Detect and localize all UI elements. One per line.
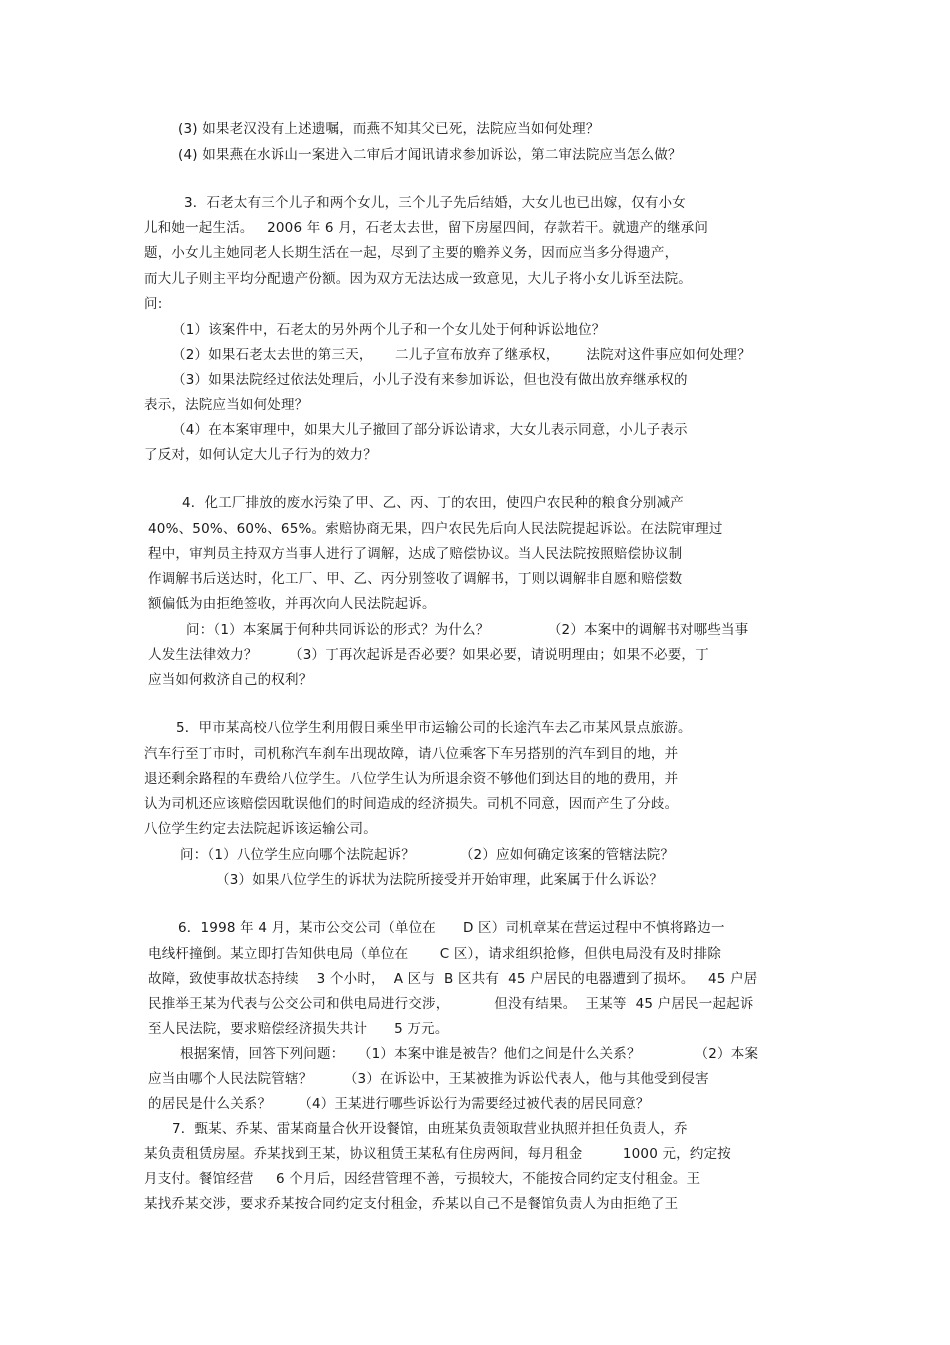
- text-line: (4) 如果燕在水诉山一案进入二审后才闻讯请求参加诉讼，第二审法院应当怎么做？: [178, 147, 682, 163]
- text-line: （4）在本案审理中，如果大儿子撤回了部分诉讼请求，大女儿表示同意，小儿子表示: [172, 422, 688, 438]
- text-line: 5．甲市某高校八位学生利用假日乘坐甲市运输公司的长途汽车去乙市某风景点旅游。: [176, 720, 692, 736]
- text-line: 7．甄某、乔某、雷某商量合伙开设餐馆，由班某负责领取营业执照并担任负责人，乔: [172, 1121, 688, 1137]
- text-line: 应当如何救济自己的权利？: [148, 672, 313, 688]
- text-line: （2）如果石老太去世的第三天， 二儿子宣布放弃了继承权， 法院对这件事应如何处理？: [172, 347, 751, 363]
- text-line: 某负责租赁房屋。乔某找到王某，协议租赁王某私有住房两间，每月租金 1000 元，约定按: [144, 1146, 731, 1162]
- text-line: （1）该案件中，石老太的另外两个儿子和一个女儿处于何种诉讼地位？: [172, 322, 606, 338]
- text-line: 程中，审判员主持双方当事人进行了调解，达成了赔偿协议。当人民法院按照赔偿协议制: [148, 546, 683, 562]
- text-line: 作调解书后送达时，化工厂、甲、乙、丙分别签收了调解书，丁则以调解非自愿和赔偿数: [148, 571, 683, 587]
- text-line: 问：（1）本案属于何种共同诉讼的形式？为什么？ （2）本案中的调解书对哪些当事: [186, 622, 749, 638]
- text-line: 而大儿子则主平均分配遗产份额。因为双方无法达成一致意见，大儿子将小女儿诉至法院。: [144, 271, 692, 287]
- text-line: 问:: [144, 296, 163, 312]
- text-line: 八位学生约定去法院起诉该运输公司。: [144, 821, 377, 837]
- text-line: 电线杆撞倒。某立即打告知供电局（单位在 C 区），请求组织抢修，但供电局没有及时排除: [148, 946, 722, 962]
- text-line: 题，小女儿主她同老人长期生活在一起，尽到了主要的赡养义务，因而应当多分得遗产，: [144, 245, 679, 261]
- text-line: 汽车行至丁市时，司机称汽车刹车出现故障，请八位乘客下车另搭别的汽车到目的地，并: [144, 746, 679, 762]
- text-line: (3) 如果老汉没有上述遗嘱，而燕不知其父已死，法院应当如何处理？: [178, 121, 600, 137]
- text-line: 民推举王某为代表与公交公司和供电局进行交涉， 但没有结果。 王某等 45 户居民一起起诉: [148, 996, 754, 1012]
- text-line: 根据案情，回答下列问题： （1）本案中谁是被告？他们之间是什么关系？ （2）本案: [180, 1046, 759, 1062]
- text-line: 3．石老太有三个儿子和两个女儿，三个儿子先后结婚，大女儿也已出嫁，仅有小女: [184, 195, 686, 211]
- text-line: 退还剩余路程的车费给八位学生。八位学生认为所退余资不够他们到达目的地的费用，并: [144, 771, 679, 787]
- text-line: 额偏低为由拒绝签收，并再次向人民法院起诉。: [148, 596, 436, 612]
- text-line: （3）如果法院经过依法处理后，小儿子没有来参加诉讼，但也没有做出放弃继承权的: [172, 372, 688, 388]
- text-line: 的居民是什么关系？ （4）王某进行哪些诉讼行为需要经过被代表的居民同意？: [148, 1096, 650, 1112]
- text-line: 40%、50%、60%、65%。索赔协商无果，四户农民先后向人民法院提起诉讼。在法院审理过: [148, 521, 723, 537]
- text-line: （3）如果八位学生的诉状为法院所接受并开始审理，此案属于什么诉讼？: [216, 872, 664, 888]
- text-line: 月支付。餐馆经营 6 个月后，因经营管理不善，亏损较大，不能按合同约定支付租金。王: [144, 1171, 701, 1187]
- text-line: 至人民法院，要求赔偿经济损失共计 5 万元。: [148, 1021, 449, 1037]
- text-line: 某找乔某交涉，要求乔某按合同约定支付租金，乔某以自己不是餐馆负责人为由拒绝了王: [144, 1196, 679, 1212]
- text-line: 了反对，如何认定大儿子行为的效力？: [144, 447, 377, 463]
- text-line: 应当由哪个人民法院管辖？ （3）在诉讼中，王某被推为诉讼代表人，他与其他受到侵害: [148, 1071, 709, 1087]
- text-line: 表示，法院应当如何处理？: [144, 397, 309, 413]
- text-line: 问：（1）八位学生应向哪个法院起诉？ （2）应如何确定该案的管辖法院？: [180, 847, 675, 863]
- text-line: 4．化工厂排放的废水污染了甲、乙、丙、丁的农田，使四户农民种的粮食分别减产: [182, 495, 684, 511]
- text-line: 认为司机还应该赔偿因耽误他们的时间造成的经济损失。司机不同意，因而产生了分歧。: [144, 796, 679, 812]
- text-line: 人发生法律效力？ （3）丁再次起诉是否必要？如果必要，请说明理由；如果不必要，丁: [148, 647, 709, 663]
- text-line: 6．1998 年 4 月，某市公交公司（单位在 D 区）司机章某在营运过程中不慎将路边一: [178, 920, 725, 936]
- text-line: 故障，致使事故状态持续 3 个小时， A 区与 B 区共有 45 户居民的电器遭到了损坏。 45 户居: [148, 971, 758, 987]
- text-line: 儿和她一起生活。 2006 年 6 月，石老太去世，留下房屋四间，存款若干。就遗产的继承问: [144, 220, 709, 236]
